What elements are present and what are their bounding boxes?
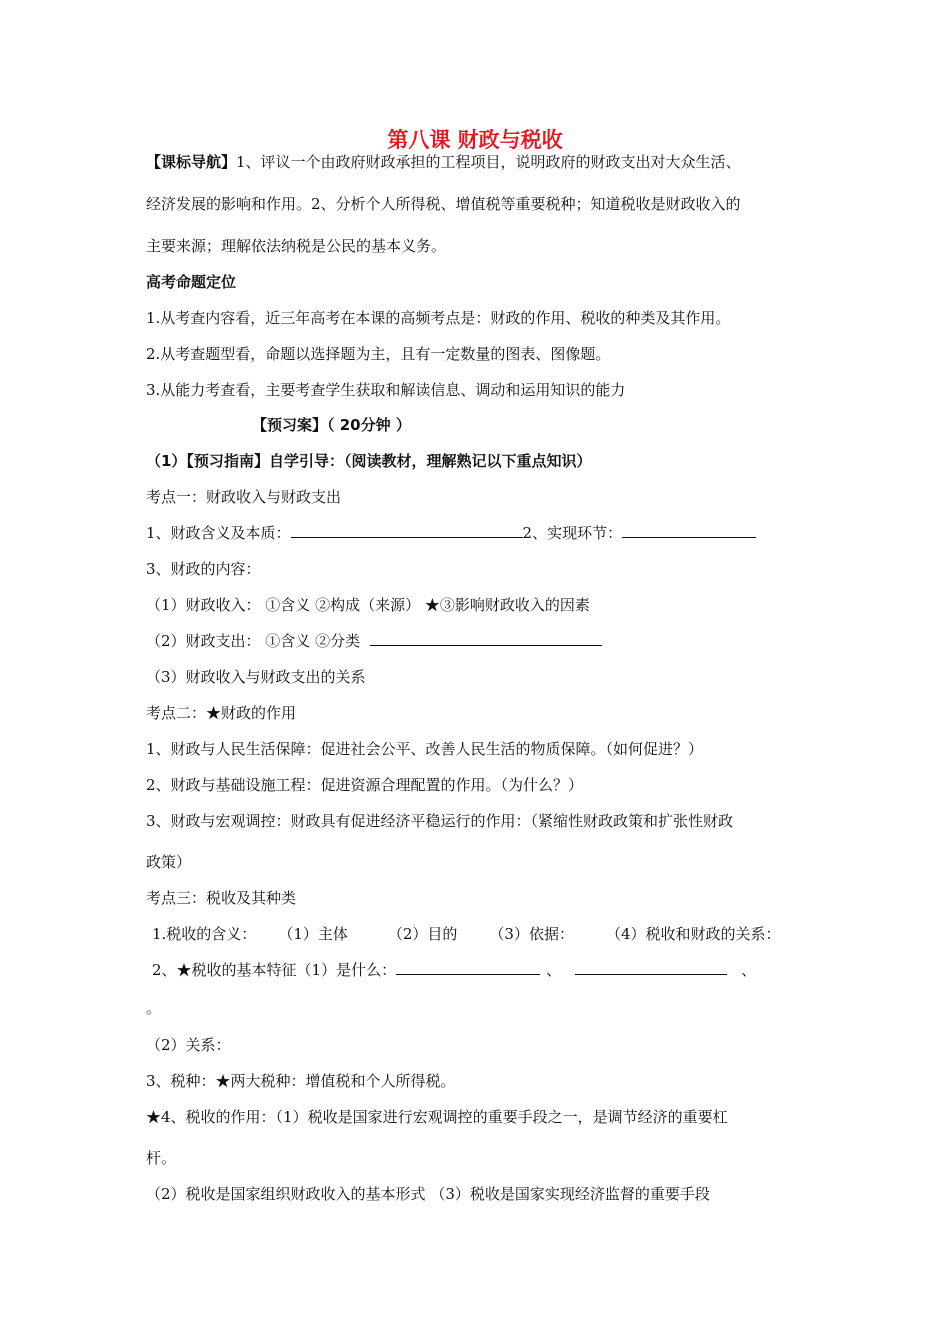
page-title: 第八课 财政与税收 — [387, 128, 563, 152]
answer-blank-feature-1[interactable] — [396, 960, 540, 975]
point2-item-3: 3、财政与宏观调控：财政具有促进经济平稳运行的作用：（紧缩性财政政策和扩张性财政 — [146, 812, 734, 830]
answer-blank-category[interactable] — [370, 631, 602, 646]
point1-q1b-label: 2、实现环节： — [522, 524, 623, 542]
point1-sub1: （1）财政收入： ①含义 ②构成（来源） ★③影响财政收入的因素 — [146, 596, 590, 614]
nav-text-1: 1、评议一个由政府财政承担的工程项目，说明政府的财政支出对大众生活、 — [236, 153, 741, 171]
point3-q4c: （2）税收是国家组织财政收入的基本形式 （3）税收是国家实现经济监督的重要手段 — [146, 1185, 710, 1203]
exam-item-1: 1.从考查内容看，近三年高考在本课的高频考点是：财政的作用、税收的种类及其作用。 — [146, 309, 731, 327]
point3-q1 — [152, 924, 781, 944]
point3-q1-label: 1.税收的含义： — [152, 925, 257, 943]
preview-heading: 【预习案】（ 20分钟 ） — [252, 416, 411, 434]
point3-q3: 3、税种：★两大税种：增值税和个人所得税。 — [146, 1072, 456, 1090]
nav-label: 【课标导航】 — [146, 153, 237, 171]
point3-q2-label: 2、★税收的基本特征（1）是什么： — [152, 961, 397, 979]
nav-line-3: 主要来源；理解依法纳税是公民的基本义务。 — [146, 237, 447, 255]
point3-q4a: ★4、税收的作用：（1）税收是国家进行宏观调控的重要手段之一，是调节经济的重要杠 — [146, 1108, 728, 1126]
exam-item-3: 3.从能力考查看，主要考查学生获取和解读信息、调动和运用知识的能力 — [146, 381, 626, 399]
point3-q2-sep2: 、 — [741, 961, 757, 979]
preview-guide: （1）【预习指南】自学引导：（阅读教材，理解熟记以下重点知识） — [146, 452, 592, 470]
exam-heading: 高考命题定位 — [146, 273, 237, 291]
point1-sub2-label: （2）财政支出： ①含义 ②分类 — [146, 632, 361, 650]
point1-q1 — [146, 523, 756, 543]
point3-q1-d: （4）税收和财政的关系： — [605, 925, 781, 943]
point1-heading: 考点一：财政收入与财政支出 — [146, 488, 342, 506]
point1-sub3: （3）财政收入与财政支出的关系 — [146, 668, 366, 686]
point1-q1a-label: 1、财政含义及本质： — [146, 524, 291, 542]
point1-sub2 — [146, 631, 602, 651]
point3-q4b: 杆。 — [146, 1149, 177, 1167]
answer-blank-meaning[interactable] — [291, 523, 523, 538]
nav-line-2: 经济发展的影响和作用。2、分析个人所得税、增值税等重要税种；知道税收是财政收入的 — [146, 195, 741, 213]
point3-q1-c: （3）依据： — [489, 925, 574, 943]
point3-heading: 考点三：税收及其种类 — [146, 889, 297, 907]
point2-item-2: 2、财政与基础设施工程：促进资源合理配置的作用。（为什么？） — [146, 776, 584, 794]
exam-item-2: 2.从考查题型看，命题以选择题为主，且有一定数量的图表、图像题。 — [146, 345, 611, 363]
point2-item-1: 1、财政与人民生活保障：促进社会公平、改善人民生活的物质保障。（如何促进？） — [146, 740, 704, 758]
point3-q1-b: （2）目的 — [387, 925, 458, 943]
point3-q2-end: 。 — [146, 999, 162, 1017]
point3-q1-a: （1）主体 — [278, 925, 348, 943]
point2-heading: 考点二：★财政的作用 — [146, 704, 297, 722]
point2-item-4: 政策） — [146, 853, 192, 871]
answer-blank-feature-2[interactable] — [575, 960, 727, 975]
point3-q2-sub: （2）关系： — [146, 1036, 231, 1054]
point3-q2-sep1: 、 — [546, 961, 562, 979]
answer-blank-link[interactable] — [622, 523, 756, 538]
point1-q3: 3、财政的内容： — [146, 560, 261, 578]
nav-line-1 — [146, 152, 741, 172]
point3-q2 — [152, 960, 756, 980]
